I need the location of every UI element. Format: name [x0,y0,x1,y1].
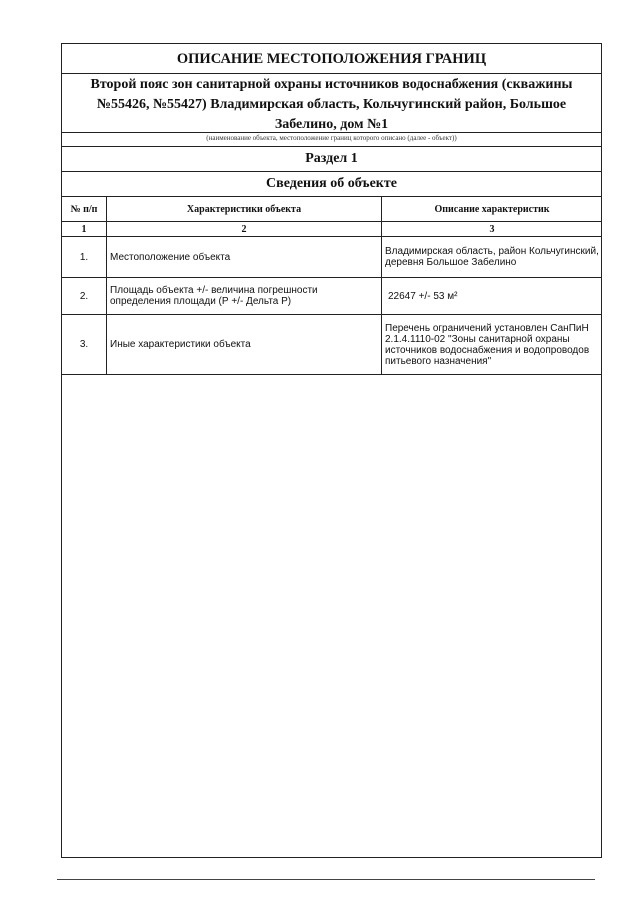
row-1-number: 1. [79,251,89,263]
title-divider [62,73,601,74]
row-2-number: 2. [79,290,89,302]
section-divider [62,171,601,172]
row-2-description: 22647 +/- 53 м² [388,290,458,302]
row-1-characteristic: Местоположение объекта [110,251,231,263]
row-1-description: Владимирская область, район Кольчугинский, деревня Большое Забелино [385,246,599,268]
object-description: Второй пояс зон санитарной охраны источников водоснабжения (скважины №55426, №55427) Владимирская область, Кольчугинский район, Большое Забелино, дом №1 [90,77,573,132]
section-subtitle: Сведения об объекте [266,176,397,191]
column-number-1: 1 [81,223,87,235]
note-divider [62,146,601,147]
column-number-3: 3 [489,223,495,235]
footer-rule [57,879,595,880]
object-description-note: (наименование объекта, местоположение границ которого описано (далее - объект)) [206,134,457,142]
row-3-characteristic: Иные характеристики объекта [110,339,251,350]
column-header-description: Описание характеристик [434,203,550,215]
document-frame [61,43,602,858]
section-title: Раздел 1 [305,151,358,166]
row-3-description: Перечень ограничений установлен СанПиН 2.1.4.1110-02 "Зоны санитарной охраны источников водоснабжения и водопроводов питьевого назначения" [385,322,590,367]
column-number-2: 2 [241,223,247,235]
row-2-characteristic: Площадь объекта +/- величина погрешности определения площади (Р +/- Дельта Р) [110,285,318,307]
row-3-number: 3. [79,339,89,350]
column-header-number: № п/п [70,203,98,215]
column-header-characteristic: Характеристики объекта [186,203,302,215]
table-bottom-border [62,374,601,375]
document-title: ОПИСАНИЕ МЕСТОПОЛОЖЕНИЯ ГРАНИЦ [176,51,487,67]
